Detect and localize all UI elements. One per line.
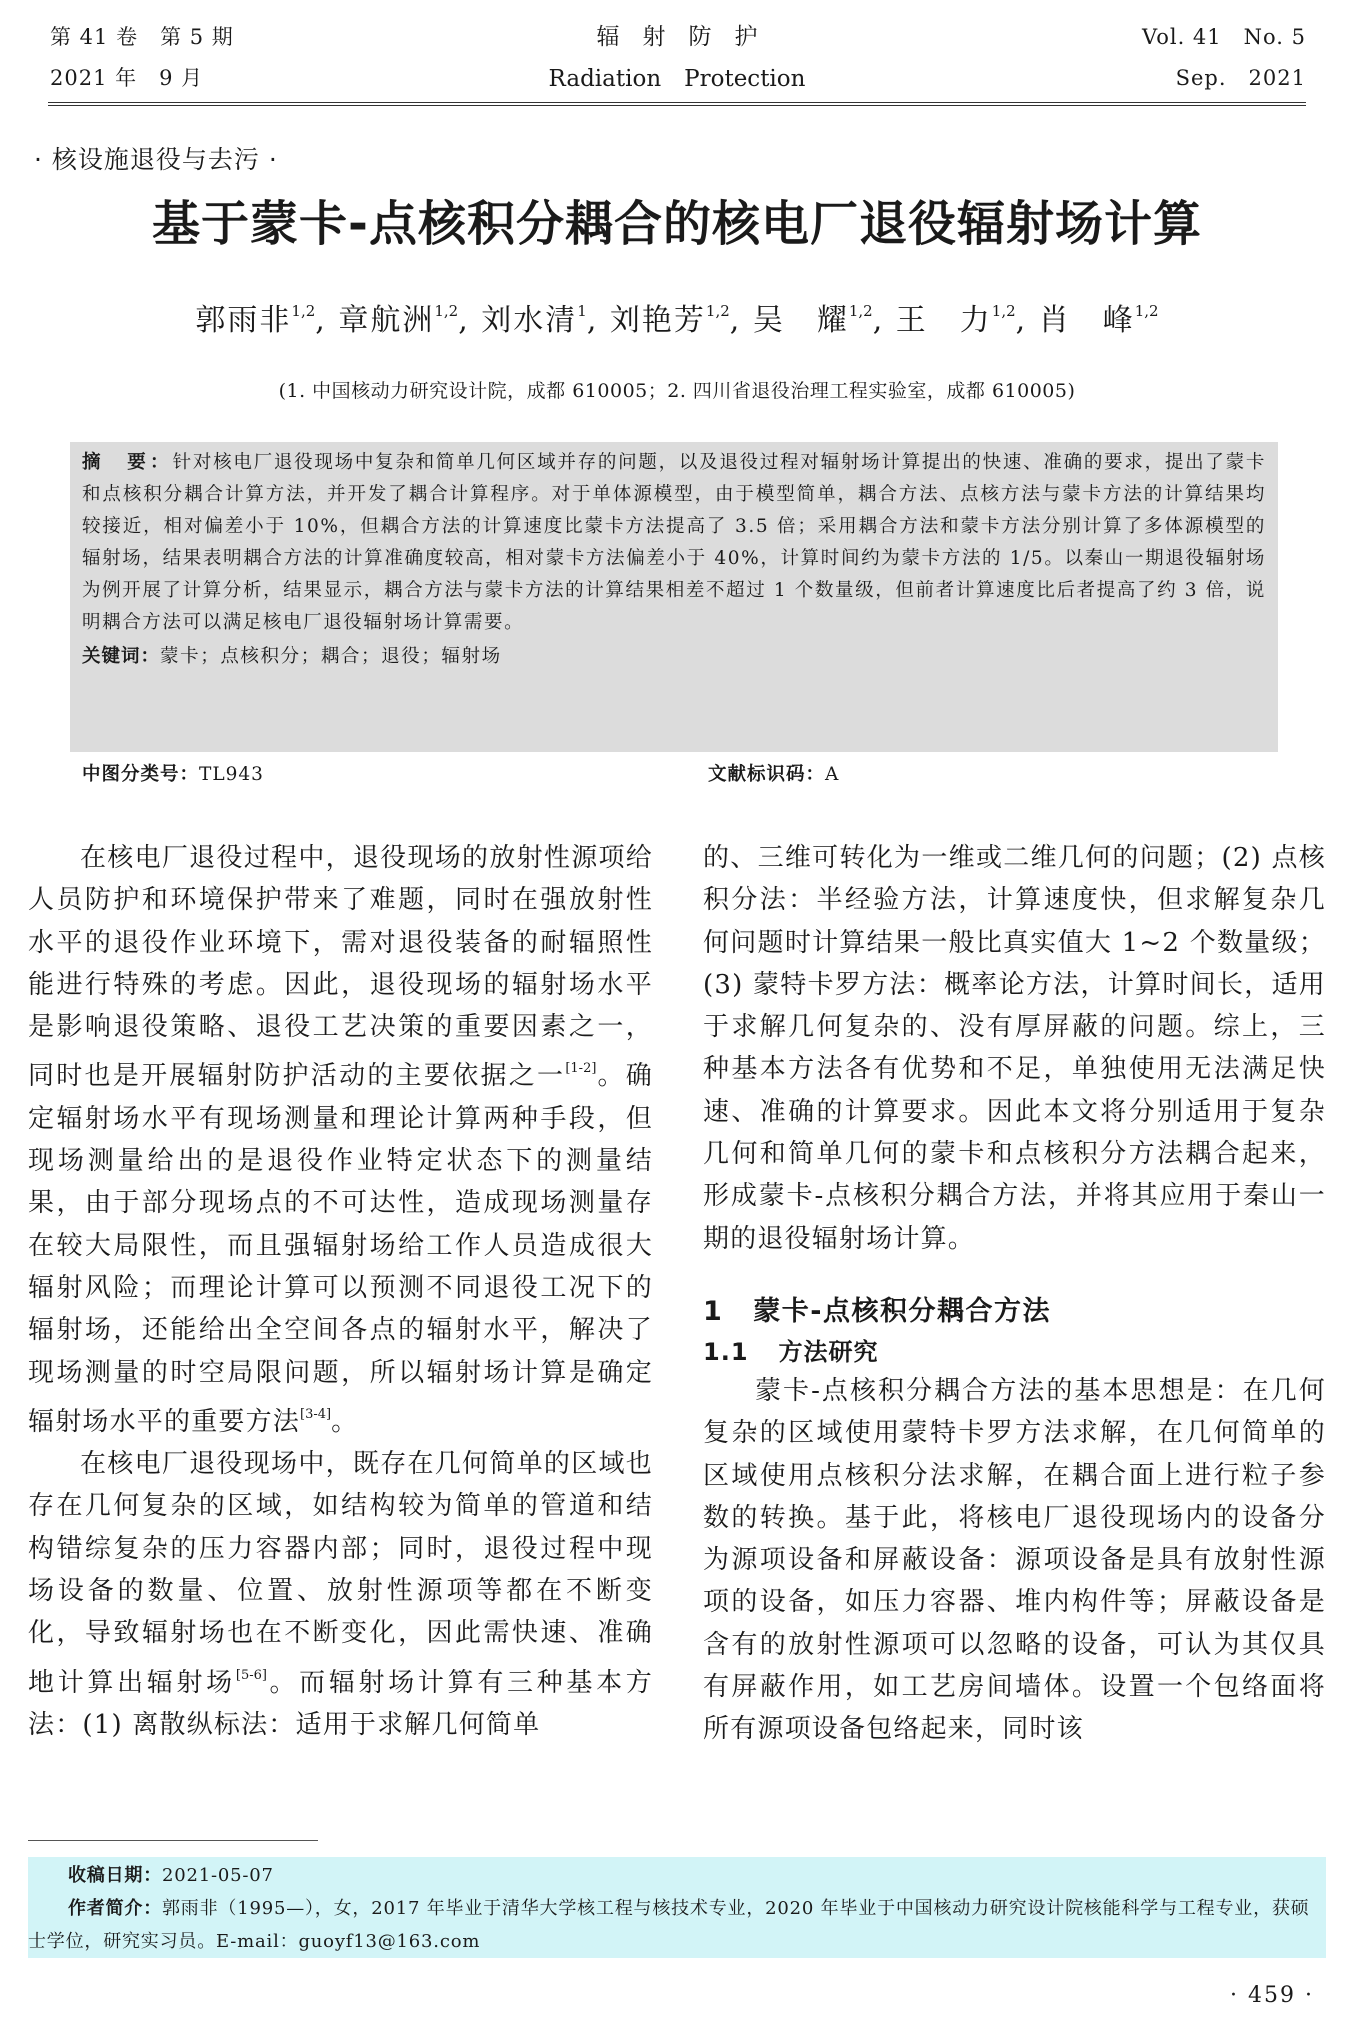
header-vol-issue-en: Vol. 41 No. 5 (1141, 25, 1306, 49)
section-heading: 1 蒙卡-点核积分耦合方法 (703, 1295, 1052, 1327)
author-bio: 作者简介：郭雨非（1995—），女，2017 年毕业于清华大学核工程与核技术专业，2020 年毕业于中国核动力研究设计院核能科学与工程专业，获硕士学位，研究实习员。E-mail：guoyf13@163.com (28, 1898, 1310, 1952)
body-paragraph: 的、三维可转化为一维或二维几何的问题；(2) 点核积分法：半经验方法，计算速度快，但求解复杂几何问题时计算结果一般比真实值大 1~2 个数量级；(3) 蒙特卡罗方法：概率论方法，计算时间长，适用于求解几何复杂的、没有厚屏蔽的问题。综上，三种基本方法各有优势和不足，单独使用无法满足快速、准确的计算要求。因此本文将分别适用于复杂几何和简单几何的蒙卡和点核积分方法耦合起来，形成蒙卡-点核积分耦合方法，并将其应用于秦山一期的退役辐射场计算。 (703, 843, 1326, 1254)
body-paragraph: 在核电厂退役现场中，既存在几何简单的区域也存在几何复杂的区域，如结构较为简单的管道和结构错综复杂的压力容器内部；同时，退役过程中现场设备的数量、位置、放射性源项等都在不断变化，导致辐射场也在不断变化，因此需快速、准确地计算出辐射场[5-6]。而辐射场计算有三种基本方法：(1) 离散纵标法：适用于求解几何简单 (28, 1449, 653, 1740)
author: 肖 峰$^{1,2}$ (1038, 302, 1159, 338)
body-paragraph: 在核电厂退役过程中，退役现场的放射性源项给人员防护和环境保护带来了难题，同时在强放射性水平的退役作业环境下，需对退役装备的耐辐照性能进行特殊的考虑。因此，退役现场的辐射场水平是影响退役策略、退役工艺决策的重要因素之一，同时也是开展辐射防护活动的主要依据之一[1-2]。确定辐射场水平有现场测量和理论计算两种手段，但现场测量给出的是退役作业特定状态下的测量结果，由于部分现场点的不可达性，造成现场测量存在较大局限性，而且强辐射场给工作人员造成很大辐射风险；而理论计算可以预测不同退役工况下的辐射场，还能给出全空间各点的辐射水平，解决了现场测量的时空局限问题，所以辐射场计算是确定辐射场水平的重要方法[3-4]。 (28, 843, 653, 1437)
keywords-label: 关键词： (82, 646, 161, 667)
abstract (82, 447, 1266, 639)
subsection-heading: 1.1 方法研究 (703, 1337, 879, 1366)
footnote-rule (28, 1840, 318, 1841)
received-date: 收稿日期：2021-05-07 (68, 1865, 274, 1886)
author: 章航洲$^{1,2}$ (338, 302, 459, 338)
page-number: · 459 · (1230, 1983, 1314, 2008)
body-paragraph: 蒙卡-点核积分耦合方法的基本思想是：在几何复杂的区域使用蒙特卡罗方法求解，在几何简单的区域使用点核积分法求解，在耦合面上进行粒子参数的转换。基于此，将核电厂退役现场内的设备分为源项设备和屏蔽设备：源项设备是具有放射性源项的设备，如压力容器、堆内构件等；屏蔽设备是含有的放射性源项可以忽略的设备，可认为其仅具有屏蔽作用，如工艺房间墙体。设置一个包络面将所有源项设备包络起来，同时该 (703, 1375, 1326, 1745)
header-date-en: Sep. 2021 (1175, 66, 1306, 90)
clc-number: 中图分类号：TL943 (82, 764, 264, 785)
header-rule-second (48, 105, 1306, 106)
header-rule (48, 102, 1306, 103)
section-tag: · 核设施退役与去污 · (34, 145, 278, 174)
author: 吴 耀$^{1,2}$ (752, 302, 873, 338)
keywords (82, 641, 1266, 673)
header-journal-en: Radiation Protection (548, 66, 806, 92)
footnote-box (28, 1857, 1326, 1958)
author: 王 力$^{1,2}$ (895, 302, 1016, 338)
body-right-column (703, 837, 1326, 1751)
body-left-column (28, 837, 653, 1746)
keywords-text: 蒙卡；点核积分；耦合；退役；辐射场 (160, 646, 502, 667)
document-code: 文献标识码：A (708, 764, 840, 785)
header-vol-issue-cn: 第 41 卷 第 5 期 (50, 25, 234, 49)
header-journal-cn: 辐 射 防 护 (596, 24, 758, 50)
citation-ref: [1-2] (565, 1061, 597, 1077)
abstract-box (70, 442, 1278, 752)
affiliation: (1. 中国核动力研究设计院，成都 610005；2. 四川省退役治理工程实验室，成都 610005) (278, 380, 1076, 402)
author: 刘水清$^1$ (481, 302, 587, 338)
author: 刘艳芳$^{1,2}$ (609, 302, 730, 338)
author-list: 郭雨非$^{1,2}$, 章航洲$^{1,2}$, 刘水清$^1$, 刘艳芳$^{1,2}$, 吴 耀$^{1,2}$, 王 力$^{1,2}$, 肖 峰$^{1,2}$ (195, 302, 1159, 338)
abstract-text: 针对核电厂退役现场中复杂和简单几何区域并存的问题，以及退役过程对辐射场计算提出的快速、准确的要求，提出了蒙卡和点核积分耦合计算方法，并开发了耦合计算程序。对于单体源模型，由于模型简单，耦合方法、点核方法与蒙卡方法的计算结果均较接近，相对偏差小于 10%，但耦合方法的计算速度比蒙卡方法提高了 3.5 倍；采用耦合方法和蒙卡方法分别计算了多体源模型的辐射场，结果表明耦合方法的计算准确度较高，相对蒙卡方法偏差小于 40%，计算时间约为蒙卡方法的 1/5。以秦山一期退役辐射场为例开展了计算分析，结果显示，耦合方法与蒙卡方法的计算结果相差不超过 1 个数量级，但前者计算速度比后者提高了约 3 倍，说明耦合方法可以满足核电厂退役辐射场计算需要。 (82, 452, 1266, 633)
abstract-label: 摘 要： (82, 452, 173, 473)
paper-title: 基于蒙卡-点核积分耦合的核电厂退役辐射场计算 (152, 196, 1202, 252)
citation-ref: [5-6] (235, 1667, 267, 1683)
header-date-cn: 2021 年 9 月 (50, 66, 204, 90)
author: 郭雨非$^{1,2}$ (195, 302, 316, 338)
citation-ref: [3-4] (300, 1406, 332, 1422)
